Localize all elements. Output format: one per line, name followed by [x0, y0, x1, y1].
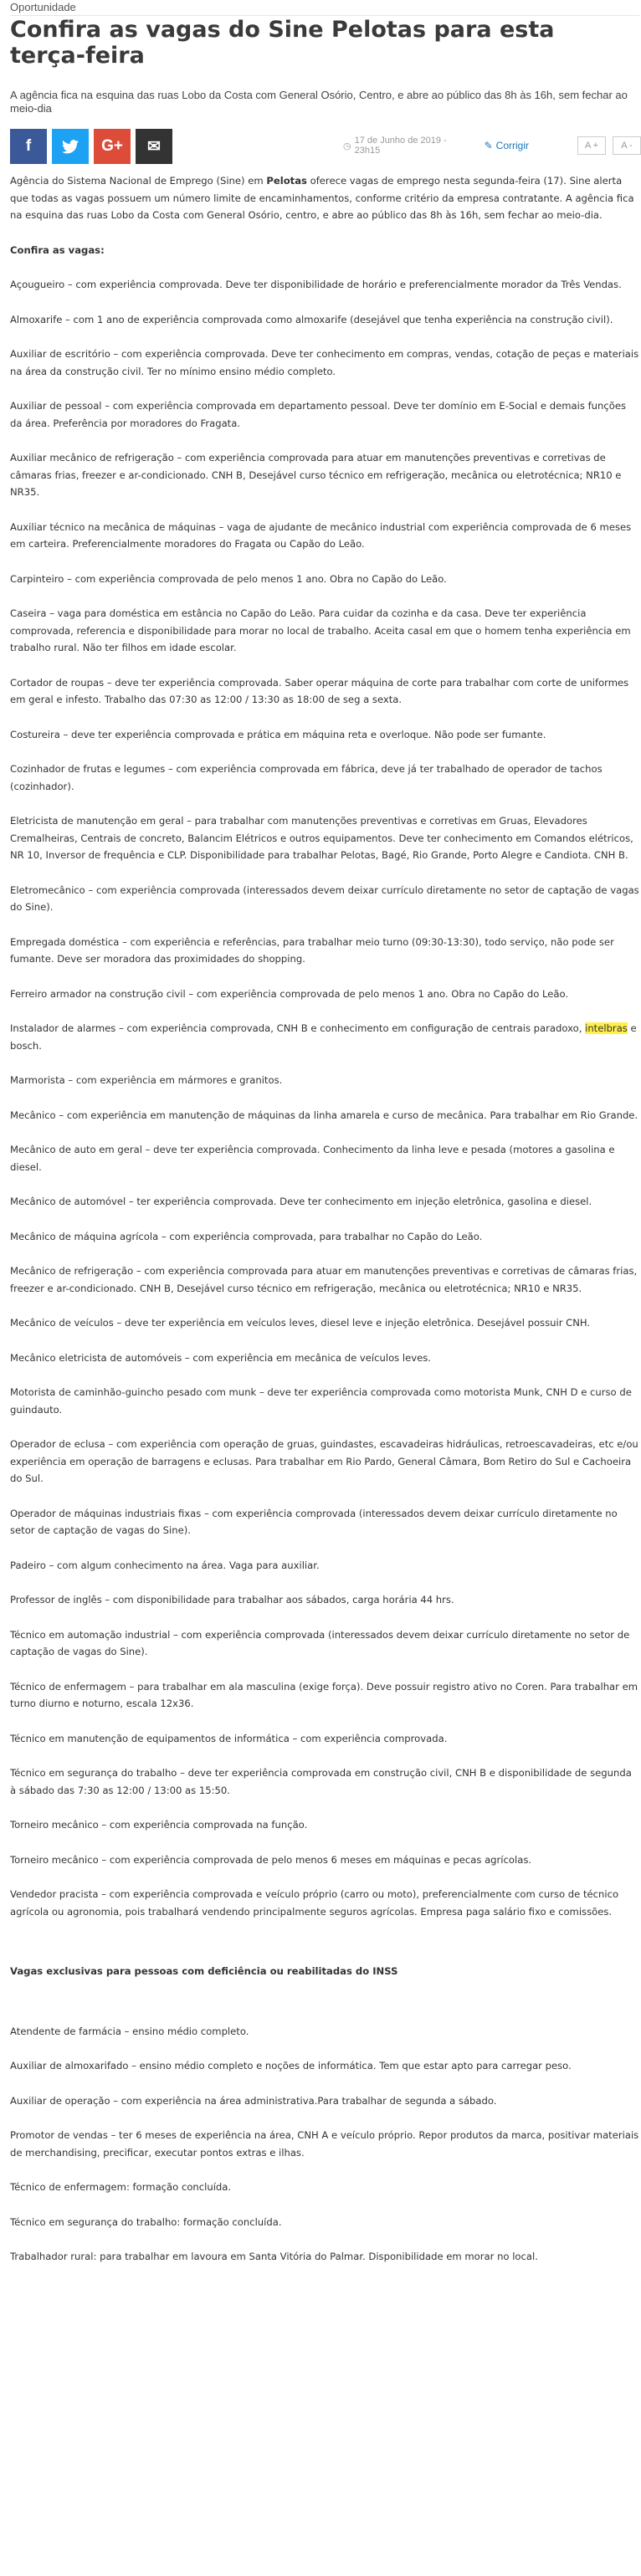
font-size-controls — [571, 136, 641, 155]
job-paragraph: Mecânico de máquina agrícola – com experiência comprovada, para trabalhar no Capão do Leão. — [10, 1230, 483, 1242]
facebook-icon: f — [25, 137, 32, 155]
job-paragraph: Eletricista de manutenção em geral – para trabalhar com manutenções preventivas e corretivas em Gruas, Elevadores Cremalheiras, Centrais de concreto, Balancim Elétricos e outros equipamentos. Deve ter conhecimento em Comandos elétricos, NR 10, Inversor de frequência e CLP. Disponibilidade para trabalhar Pelotas, Bagé, Rio Grande, Porto Alegre e Candiota. CNH B. — [10, 815, 633, 861]
twitter-share-button[interactable] — [52, 129, 89, 164]
facebook-share-button[interactable] — [10, 129, 47, 164]
job-paragraph: Mecânico de refrigeração – com experiência comprovada para atuar em manutenções preventivas e corretivas de câmaras frias, freezer e ar-condicionado. CNH B, Desejável curso técnico em refrigeração, mecânica ou eletrotécnica; NR10 e NR35. — [10, 1265, 638, 1294]
font-increase-button[interactable]: A + — [577, 136, 606, 155]
job-paragraph: Técnico de enfermagem: formação concluída. — [10, 2181, 232, 2193]
vagas-heading: Confira as vagas: — [10, 243, 105, 256]
job-paragraph: Cortador de roupas – deve ter experiência comprovada. Saber operar máquina de corte para trabalhar com corte de uniformes em geral e infesto. Trabalho das 07:30 as 12:00 / 13:30 as 18:00 de seg a sexta. — [10, 676, 629, 705]
intro-text-b: oferece vagas de emprego nesta segunda-feira (17). Sine alerta que todas as vagas possuem um número limite de encaminhamentos, conforme critério da empresa contratante. A agência fica na esquina das ruas Lobo da Costa com General Osório, centro, e abre ao público das 8h às 16h, sem fechar ao meio-dia. — [10, 175, 634, 221]
category-divider — [10, 15, 639, 16]
highlighted-term: intelbras — [585, 1022, 628, 1034]
pencil-icon: ✎ — [484, 140, 493, 151]
job-paragraph: Operador de máquinas industriais fixas – com experiência comprovada (interessados devem deixar currículo diretamente no setor de captação de vagas do Sine). — [10, 1507, 618, 1536]
job-paragraph: Professor de inglês – com disponibilidade para trabalhar aos sábados, carga horária 44 hrs. — [10, 1594, 454, 1606]
job-paragraph: Mecânico de auto em geral – deve ter experiência comprovada. Conhecimento da linha leve e pesada (motores a gasolina e diesel. — [10, 1144, 615, 1173]
clock-icon: ◷ — [343, 141, 351, 151]
spacer — [10, 1998, 639, 1999]
googleplus-share-button[interactable] — [94, 129, 131, 164]
job-paragraph: Marmorista – com experiência em mármores e granitos. — [10, 1074, 283, 1086]
job-paragraph: Mecânico de automóvel – ter experiência comprovada. Deve ter conhecimento em injeção eletrônica, gasolina e diesel. — [10, 1196, 592, 1207]
job-paragraph: Açougueiro – com experiência comprovada. Deve ter disponibilidade de horário e preferencialmente morador da Três Vendas. — [10, 279, 622, 290]
job-paragraph: Carpinteiro – com experiência comprovada de pelo menos 1 ano. Obra no Capão do Leão. — [10, 572, 447, 585]
intro-city: Pelotas — [266, 175, 307, 187]
job-paragraph: Mecânico de veículos – deve ter experiência em veículos leves, diesel leve e injeção eletrônica. Desejável possuir CNH. — [10, 1317, 591, 1329]
email-share-button[interactable] — [136, 129, 172, 164]
publish-date: 17 de Junho de 2019 - 23h15 — [354, 136, 447, 156]
job-paragraph: Trabalhador rural: para trabalhar em lavoura em Santa Vitória do Palmar. Disponibilidade em morar no local. — [10, 2251, 538, 2262]
category-label[interactable]: Oportunidade — [10, 1, 76, 13]
job-paragraph: Técnico em automação industrial – com experiência comprovada (interessados devem deixar currículo diretamente no setor de captação de vagas do Sine). — [10, 1628, 630, 1657]
job-paragraph: Auxiliar técnico na mecânica de máquinas – vaga de ajudante de mecânico industrial com experiência comprovada de 6 meses em carteira. Preferencialmente moradores do Fragata ou Capão do Leão. — [10, 520, 632, 550]
job-paragraph: Cozinhador de frutas e legumes – com experiência comprovada em fábrica, deve já ter trabalhado de operador de tachos (cozinhador). — [10, 763, 603, 792]
share-buttons — [10, 129, 177, 164]
googleplus-icon: G+ — [101, 137, 123, 155]
article-title: Confira as vagas do Sine Pelotas para esta terça-feira — [10, 17, 555, 69]
correct-label: Corrigir — [495, 140, 529, 151]
job-paragraph: Empregada doméstica – com experiência e referências, para trabalhar meio turno (09:30-13:30), todo serviço, não pode ser fumante. Deve ser moradora das proximidades do shopping. — [10, 935, 614, 965]
pcd-job-list — [10, 2023, 639, 2266]
intro-paragraph — [10, 172, 639, 224]
job-paragraph: Auxiliar de pessoal – com experiência comprovada em departamento pessoal. Deve ter domínio em E-Social e demais funções da área. Preferência por moradores do Fragata. — [10, 400, 627, 429]
job-paragraph: Costureira – deve ter experiência comprovada e prática em máquina reta e overloque. Não pode ser fumante. — [10, 728, 546, 740]
job-paragraph: Mecânico eletricista de automóveis – com experiência em mecânica de veículos leves. — [10, 1351, 431, 1364]
job-paragraph: Caseira – vaga para doméstica em estância no Capão do Leão. Para cuidar da cozinha e da casa. Deve ter experiência comprovada, referencia e disponibilidade para morar no local de trabalho. Aceita casal em que o homem tenha experiência em trabalho rural. Não ter filhos em idade escolar. — [10, 607, 631, 653]
article-body — [10, 172, 639, 2283]
job-paragraph: Torneiro mecânico – com experiência comprovada na função. — [10, 1819, 308, 1831]
job-paragraph: Técnico em manutenção de equipamentos de informática – com experiência comprovada. — [10, 1732, 448, 1744]
pcd-heading: Vagas exclusivas para pessoas com deficiência ou reabilitadas do INSS — [10, 1965, 398, 1977]
job-paragraph: Ferreiro armador na construção civil – com experiência comprovada de pelo menos 1 ano. Obra no Capão do Leão. — [10, 987, 569, 1000]
job-list — [10, 276, 639, 1002]
job-paragraph: Almoxarife – com 1 ano de experiência comprovada como almoxarife (desejável que tenha experiência na construção civil). — [10, 313, 613, 325]
font-decrease-button[interactable]: A - — [613, 136, 641, 155]
instalador-text-a: Instalador de alarmes – com experiência comprovada, CNH B e conhecimento em configuração de centrais paradoxo, — [10, 1022, 586, 1034]
job-paragraph: Operador de eclusa – com experiência com operação de gruas, guindastes, escavadeiras hidráulicas, retroescavadeiras, etc e/ou experiência em operação de barragens e eclusas. Para trabalhar em Rio Pardo, General Câmara, Bom Retiro do Sul e Cachoeira do Sul. — [10, 1438, 638, 1484]
job-list — [10, 1072, 639, 1920]
article-subtitle: A agência fica na esquina das ruas Lobo da Costa com General Osório, Centro, e abre ao público das 8h às 16h, sem fechar ao meio-dia — [10, 89, 628, 115]
job-paragraph: Padeiro – com algum conhecimento na área. Vaga para auxiliar. — [10, 1559, 320, 1571]
job-paragraph: Auxiliar de operação – com experiência na área administrativa.Para trabalhar de segunda a sábado. — [10, 2094, 497, 2107]
envelope-icon: ✉ — [147, 137, 161, 156]
job-paragraph: Auxiliar de escritório – com experiência comprovada. Deve ter conhecimento em compras, vendas, cotação de peças e materiais na área da construção civil. Ter no mínimo ensino médio completo. — [10, 348, 639, 377]
intro-text-a: Agência do Sistema Nacional de Emprego (Sine) em — [10, 175, 267, 187]
job-paragraph: Vendedor pracista – com experiência comprovada e veículo próprio (carro ou moto), preferencialmente com curso de técnico agrícola ou agronomia, pois trabalhará vendendo principalmente seguros agrícolas. Empresa paga salário fixo e comissões. — [10, 1888, 619, 1918]
correct-link[interactable] — [485, 140, 529, 151]
job-paragraph: Técnico de enfermagem – para trabalhar em ala masculina (exige força). Deve possuir registro ativo no Coren. Para trabalhar em turno diurno e noturno, escala 12x36. — [10, 1680, 638, 1709]
job-paragraph: Atendente de farmácia – ensino médio completo. — [10, 2025, 249, 2037]
job-paragraph: Torneiro mecânico – com experiência comprovada de pelo menos 6 meses em máquinas e pecas agrícolas. — [10, 1853, 532, 1866]
job-paragraph: Auxiliar de almoxarifado – ensino médio completo e noções de informática. Tem que estar apto para carregar peso. — [10, 2060, 572, 2072]
twitter-icon — [62, 140, 79, 154]
job-paragraph — [10, 1020, 639, 1054]
job-paragraph: Motorista de caminhão-guincho pesado com munk – deve ter experiência comprovada como motorista Munk, CNH D e curso de guindauto. — [10, 1386, 632, 1416]
article-meta — [343, 136, 641, 155]
job-paragraph: Promotor de vendas – ter 6 meses de experiência na área, CNH A e veículo próprio. Repor produtos da marca, positivar materiais de merchandising, precificar, executar pontos extras e ilhas. — [10, 2129, 639, 2159]
job-paragraph: Eletromecânico – com experiência comprovada (interessados devem deixar currículo diretamente no setor de captação de vagas do Sine). — [10, 883, 639, 913]
job-paragraph: Mecânico – com experiência em manutenção de máquinas da linha amarela e curso de mecânica. Para trabalhar em Rio Grande. — [10, 1109, 638, 1121]
job-paragraph: Auxiliar mecânico de refrigeração – com experiência comprovada para atuar em manutenções preventivas e corretivas de câmaras frias, freezer e ar-condicionado. CNH B, Desejável curso técnico em refrigeração, mecânica ou eletrotécnica; NR10 e NR35. — [10, 452, 622, 498]
job-paragraph: Técnico em segurança do trabalho – deve ter experiência comprovada em construção civil, CNH B e disponibilidade de segunda à sábado das 7:30 as 12:00 / 13:00 as 15:50. — [10, 1767, 632, 1796]
instalador-text-b: e bosch. — [10, 1022, 637, 1052]
job-paragraph: Técnico em segurança do trabalho: formação concluída. — [10, 2215, 282, 2228]
